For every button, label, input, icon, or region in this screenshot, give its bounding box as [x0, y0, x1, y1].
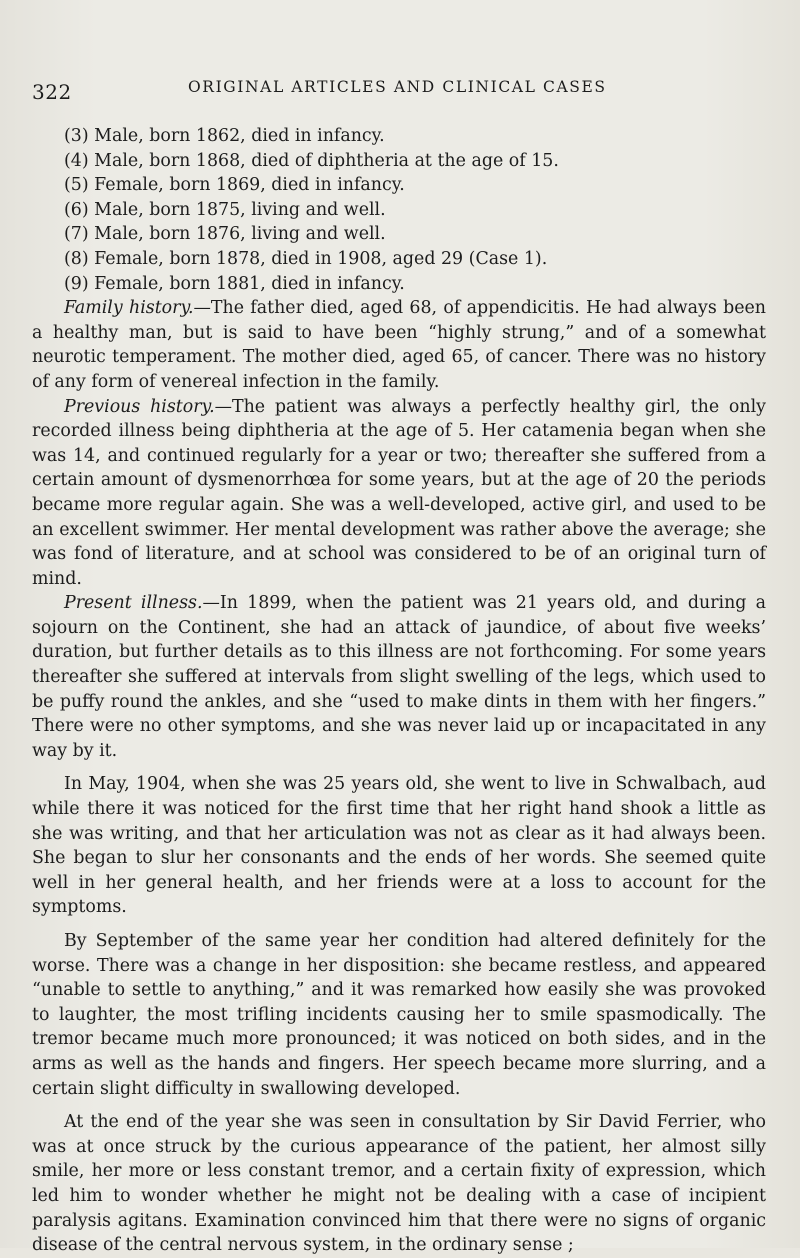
- list-item: (6) Male, born 1875, living and well.: [64, 199, 386, 220]
- list-item: (4) Male, born 1868, died of diphtheria at the age of 15.: [64, 150, 559, 171]
- list-item: (7) Male, born 1876, living and well.: [64, 224, 386, 245]
- family-history-paragraph: [32, 296, 766, 394]
- article-body: [32, 124, 766, 1258]
- present-illness-paragraph: [32, 591, 766, 763]
- previous-history-paragraph: [32, 395, 766, 592]
- page-header: [32, 72, 772, 102]
- children-list: [64, 124, 766, 296]
- running-title: ORIGINAL ARTICLES AND CLINICAL CASES: [188, 78, 607, 96]
- list-item: (5) Female, born 1869, died in infancy.: [64, 175, 405, 196]
- body-paragraph: By September of the same year her condition had altered definitely for the worse. There was a change in her disposition: she became restless, and appeared “unable to settle to anything,” and it was remarked how easily she was provoked to laughter, the most trifling incidents causing her to smile spasmodically. The tremor became much more pronounced; it was noticed on both sides, and in the arms as well as the hands and fingers. Her speech became more slurring, and a certain slight difficulty in swallowing developed.: [32, 931, 766, 1099]
- page-number: 322: [32, 80, 72, 104]
- list-item: (9) Female, born 1881, died in infancy.: [64, 273, 405, 294]
- list-item: (3) Male, born 1862, died in infancy.: [64, 126, 385, 146]
- family-history-text: —The father died, aged 68, of appendicitis. He had always been a healthy man, but is said to have been “highly strung,” and of a somewhat neurotic temperament. The mother died, aged 65, of cancer. There was no history of any form of venereal infection in the family.: [32, 298, 766, 392]
- body-paragraph: At the end of the year she was seen in consultation by Sir David Ferrier, who was at once struck by the curious appearance of the patient, her almost silly smile, her more or less constant tremor, and a certain fixity of expression, which led him to wonder whether he might not be dealing with a case of incipient paralysis agitans. Examination convinced him that there were no signs of organic disease of the central nervous system, in the ordinary sense ;: [32, 1112, 766, 1256]
- present-illness-text: —In 1899, when the patient was 21 years old, and during a sojourn on the Continent, she had an attack of jaundice, of about five weeks’ duration, but further details as to this illness are not forthcoming. For some years thereafter she suffered at intervals from slight swelling of the legs, which used to be puffy round the ankles, and she “used to make dints in them with her fingers.” There were no other symptoms, and she was never laid up or incapacitated in any way by it.: [32, 593, 766, 761]
- previous-history-heading: Previous history.: [64, 396, 215, 417]
- previous-history-text: —The patient was always a perfectly healthy girl, the only recorded illness being diphtheria at the age of 5. Her catamenia began when she was 14, and continued regularly for a year or two; thereafter she suffered from a certain amount of dysmenorrhœa for some years, but at the age of 20 the periods became more regular again. She was a well-developed, active girl, and used to be an excellent swimmer. Her mental development was rather above the average; she was fond of literature, and at school was considered to be of an original turn of mind.: [32, 396, 766, 589]
- present-illness-heading: Present illness.: [64, 593, 203, 614]
- family-history-heading: Family history.: [64, 298, 194, 319]
- list-item: (8) Female, born 1878, died in 1908, aged 29 (Case 1).: [64, 248, 548, 269]
- body-paragraph: In May, 1904, when she was 25 years old, she went to live in Schwalbach, aud while there it was noticed for the first time that her right hand shook a little as she was writing, and that her articulation was not as clear as it had always been. She began to slur her consonants and the ends of her words. She seemed quite well in her general health, and her friends were at a loss to account for the symptoms.: [32, 774, 766, 918]
